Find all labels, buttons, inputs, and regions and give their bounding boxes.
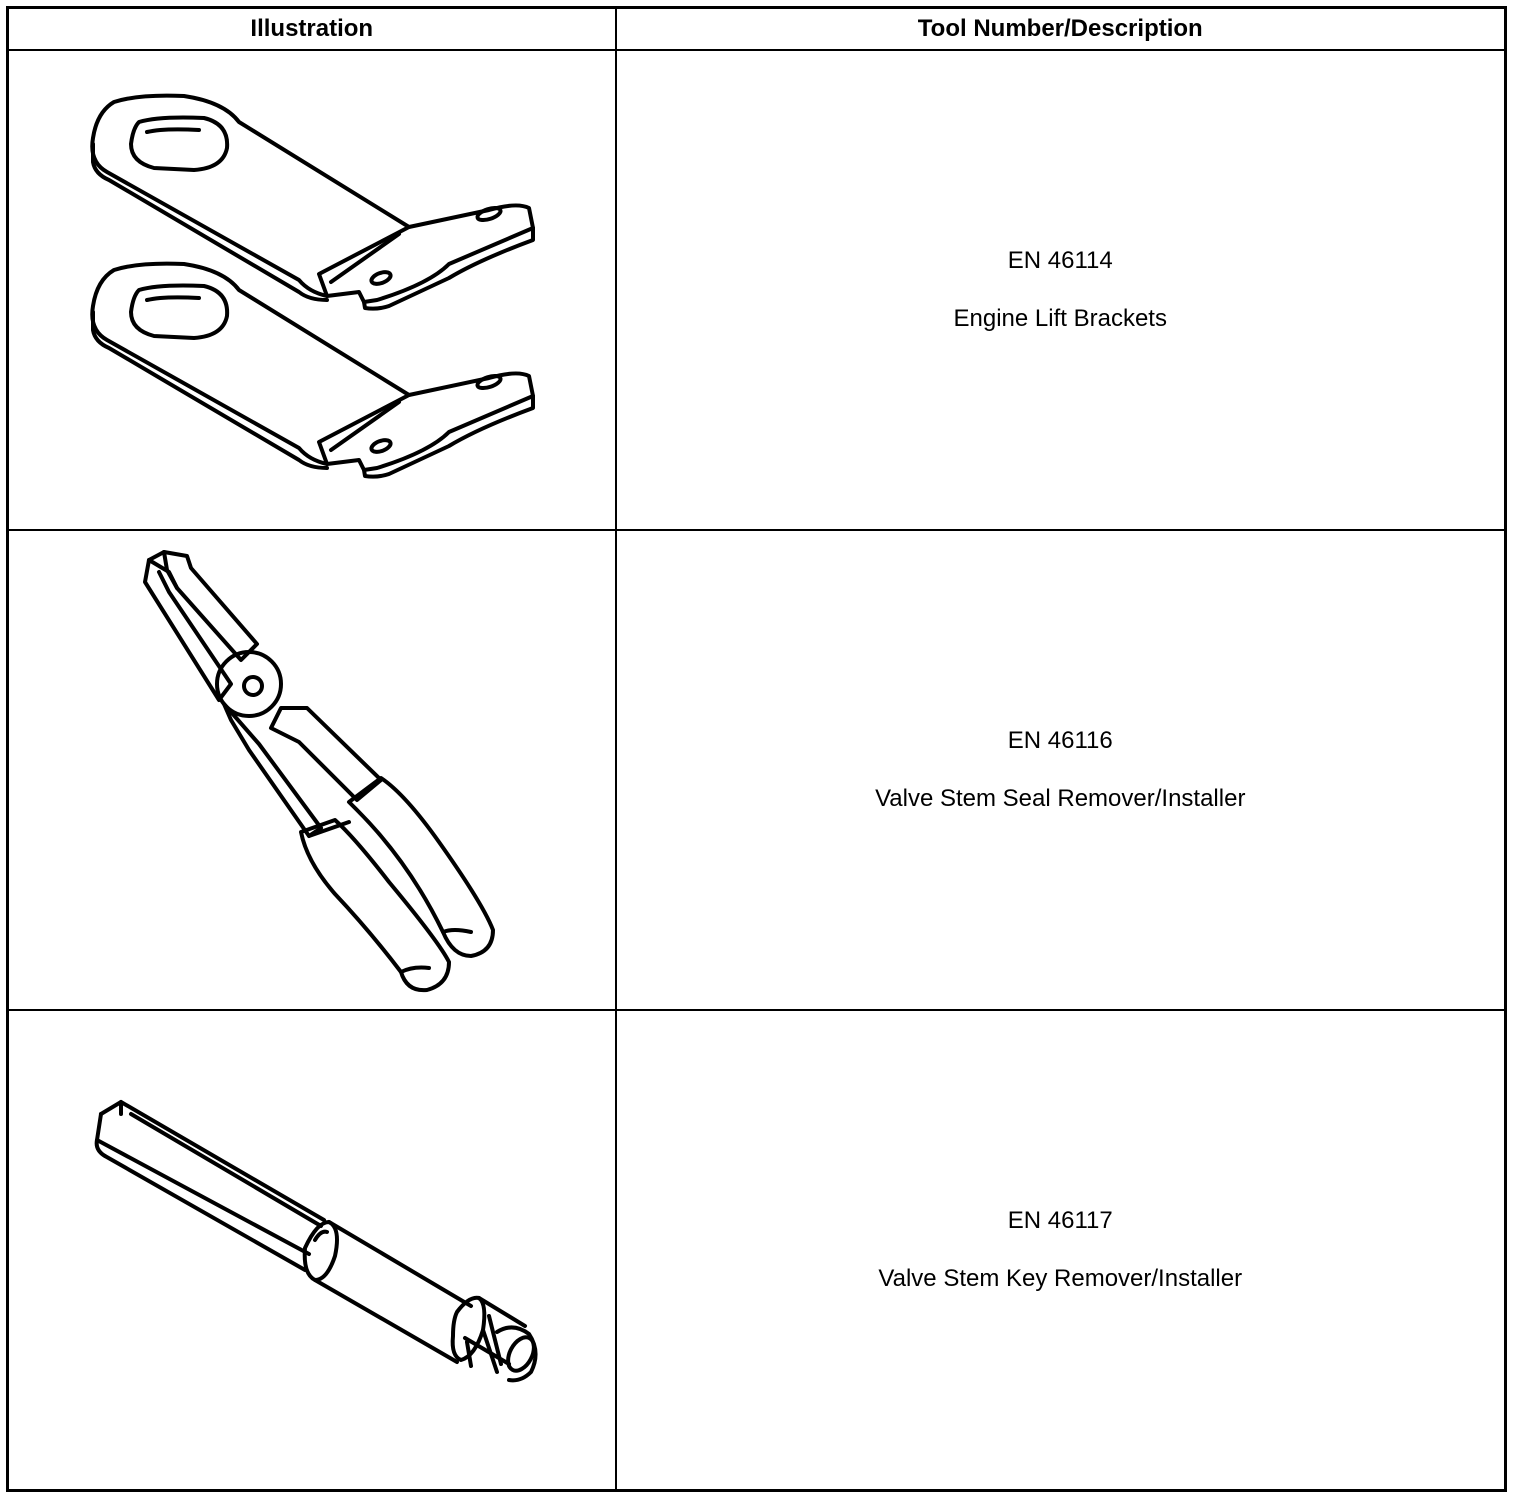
illustration-cell xyxy=(8,1010,616,1491)
table-row xyxy=(8,50,1506,530)
illustration-cell xyxy=(8,50,616,530)
pliers-icon xyxy=(9,532,615,1008)
table-row xyxy=(8,1010,1506,1491)
tool-number: EN 46114 xyxy=(1007,247,1113,274)
tool-number: EN 46116 xyxy=(1007,727,1113,754)
header-illustration: Illustration xyxy=(8,8,616,51)
valve-key-tool-icon xyxy=(9,1012,615,1488)
description-cell xyxy=(616,1010,1506,1491)
description-cell xyxy=(616,530,1506,1010)
description-cell xyxy=(616,50,1506,530)
tool-table xyxy=(6,6,1507,1492)
table-row xyxy=(8,530,1506,1010)
illustration-cell xyxy=(8,530,616,1010)
tool-name: Valve Stem Key Remover/Installer xyxy=(878,1265,1243,1292)
tool-number: EN 46117 xyxy=(1007,1207,1113,1234)
engine-lift-brackets-icon xyxy=(9,52,615,528)
tool-name: Engine Lift Brackets xyxy=(953,305,1167,332)
header-description: Tool Number/Description xyxy=(616,8,1506,51)
header-row xyxy=(8,8,1506,51)
tool-name: Valve Stem Seal Remover/Installer xyxy=(875,785,1246,812)
